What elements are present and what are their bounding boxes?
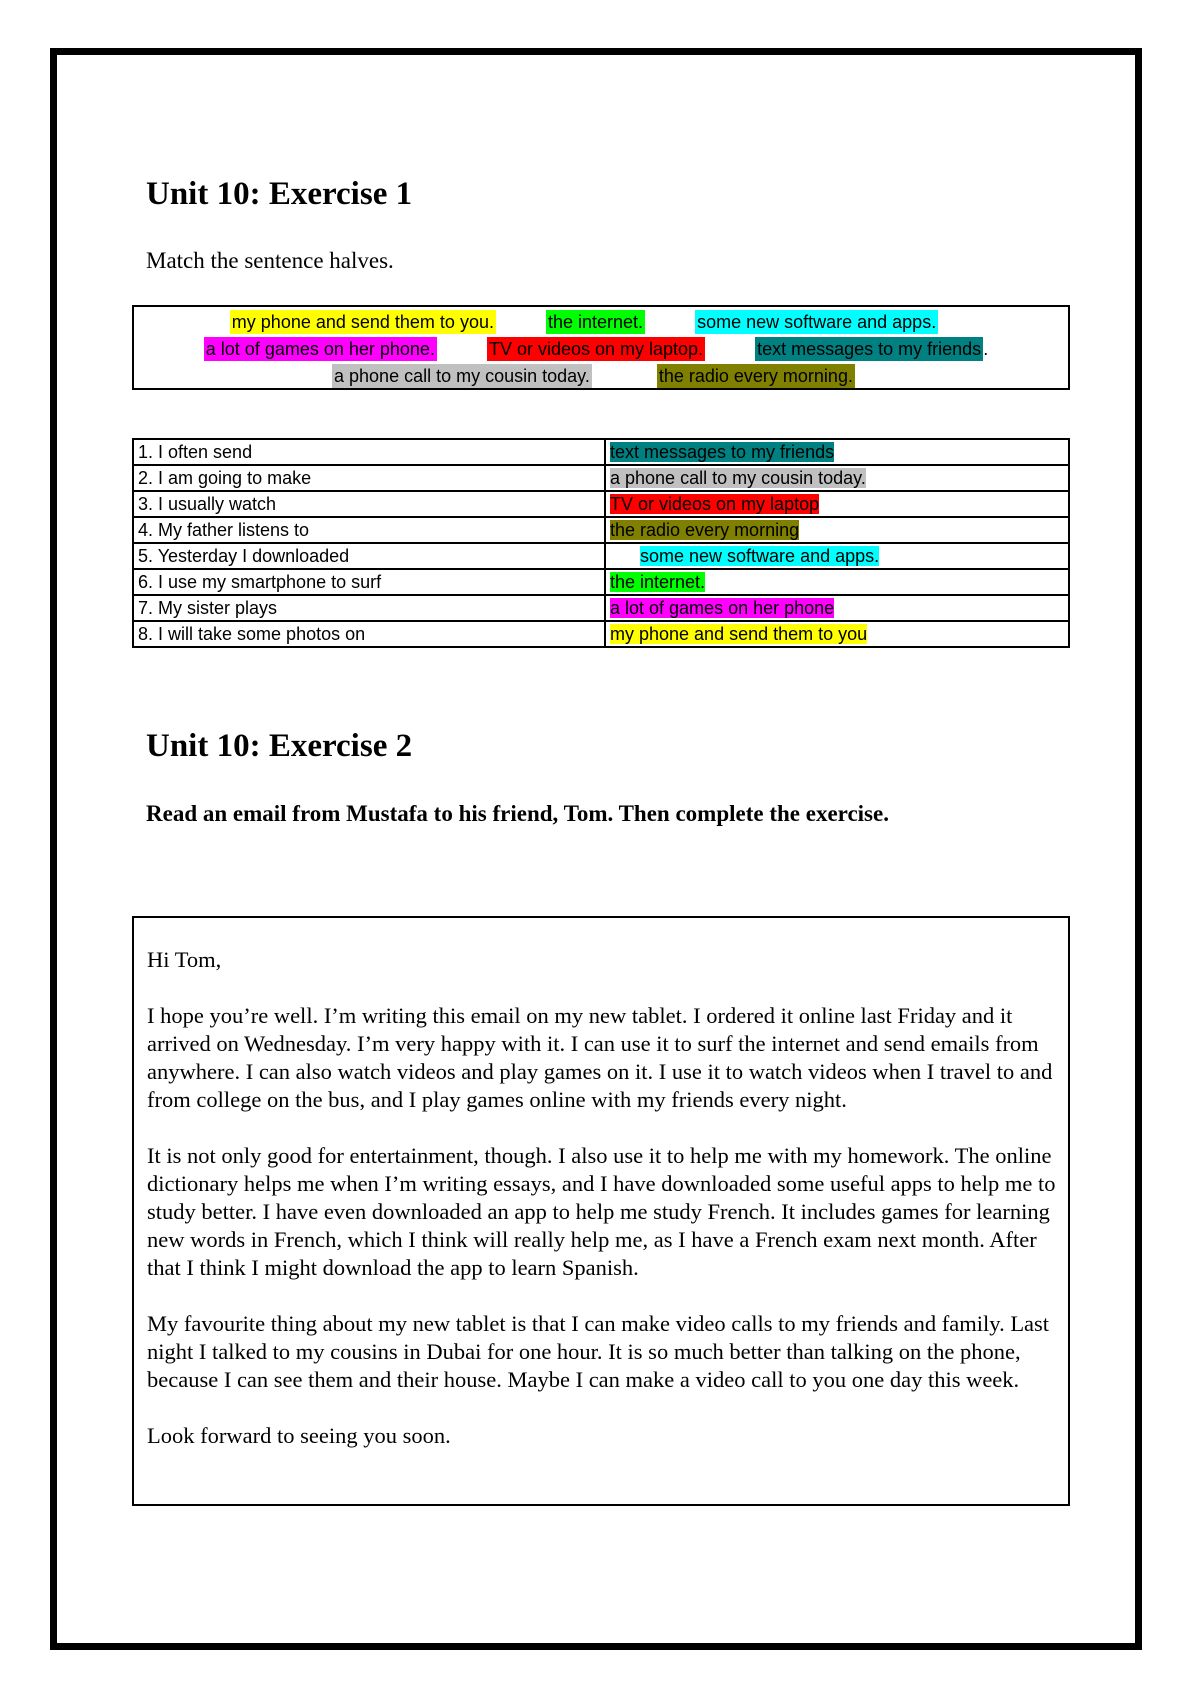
word-games: a lot of games on her phone. (205, 339, 435, 359)
sentence-end: a phone call to my cousin today. (605, 465, 1069, 491)
word-tv: TV or videos on my laptop. (488, 339, 704, 359)
email-paragraph-1: I hope you’re well. I’m writing this email on my new tablet. I ordered it online last Friday and it arrived on Wednesday. I’m very happy with it. I can use it to surf the internet and send emails from anywhere. I can also watch videos and play games on it. I use it to watch videos when I travel to and from college on the bus, and I play games online with my friends every night. (147, 1003, 1053, 1112)
word-box-line-1 (100, 310, 1068, 334)
word-phone-call: a phone call to my cousin today. (334, 366, 590, 386)
sentence-start: 7. My sister plays (133, 595, 605, 621)
table-row (133, 543, 1069, 569)
sentence-end: the internet. (605, 569, 1069, 595)
sentence-start: 8. I will take some photos on (133, 621, 605, 647)
word-text-messages: text messages to my friends (757, 339, 982, 359)
sentence-start: 3. I usually watch (133, 491, 605, 517)
table-row (133, 465, 1069, 491)
word-box (132, 305, 1070, 390)
email-closing: Look forward to seeing you soon. (147, 1423, 451, 1448)
table-row (133, 491, 1069, 517)
word-radio: the radio every morning. (658, 366, 853, 386)
word-period: . (983, 339, 989, 359)
email-paragraph-3: My favourite thing about my new tablet is that I can make video calls to my friends and family. Last night I talked to my cousins in Dubai for one hour. It is so much better than talking on the phone, because I can see them and their house. Maybe I can make a video call to you one day this week. (147, 1311, 1050, 1392)
sentence-end: the radio every morning (605, 517, 1069, 543)
matching-table (132, 438, 1070, 648)
sentence-end: TV or videos on my laptop (605, 491, 1069, 517)
word-box-line-2 (124, 337, 1068, 361)
table-row (133, 621, 1069, 647)
email-paragraph-2: It is not only good for entertainment, though. I also use it to help me with my homework. The online dictionary helps me when I’m writing essays, and I have downloaded some useful apps to help me to study better. I have even downloaded an app to help me study French. It includes games for learning new words in French, which I think will really help me, as I have a French exam next month. After that I think I might download the app to learn Spanish. (147, 1143, 1056, 1280)
table-row (133, 595, 1069, 621)
email-box (132, 916, 1070, 1506)
exercise2-instruction: Read an email from Mustafa to his friend, Tom. Then complete the exercise. (146, 801, 889, 826)
sentence-start: 1. I often send (133, 439, 605, 465)
word-internet: the internet. (547, 312, 644, 332)
sentence-end: text messages to my friends (605, 439, 1069, 465)
sentence-start: 6. I use my smartphone to surf (133, 569, 605, 595)
sentence-start: 5. Yesterday I downloaded (133, 543, 605, 569)
table-row (133, 439, 1069, 465)
sentence-end: a lot of games on her phone (605, 595, 1069, 621)
table-row (133, 517, 1069, 543)
exercise2-title: Unit 10: Exercise 2 (146, 728, 413, 764)
exercise1-instruction: Match the sentence halves. (146, 248, 394, 273)
word-software: some new software and apps. (697, 312, 937, 332)
sentence-start: 2. I am going to make (133, 465, 605, 491)
exercise1-title: Unit 10: Exercise 1 (146, 176, 413, 212)
email-greeting: Hi Tom, (147, 947, 222, 972)
sentence-start: 4. My father listens to (133, 517, 605, 543)
word-box-line-3 (119, 364, 1068, 388)
table-row (133, 569, 1069, 595)
sentence-end: my phone and send them to you (605, 621, 1069, 647)
sentence-end: some new software and apps. (605, 543, 1069, 569)
word-phone: my phone and send them to you. (231, 312, 494, 332)
